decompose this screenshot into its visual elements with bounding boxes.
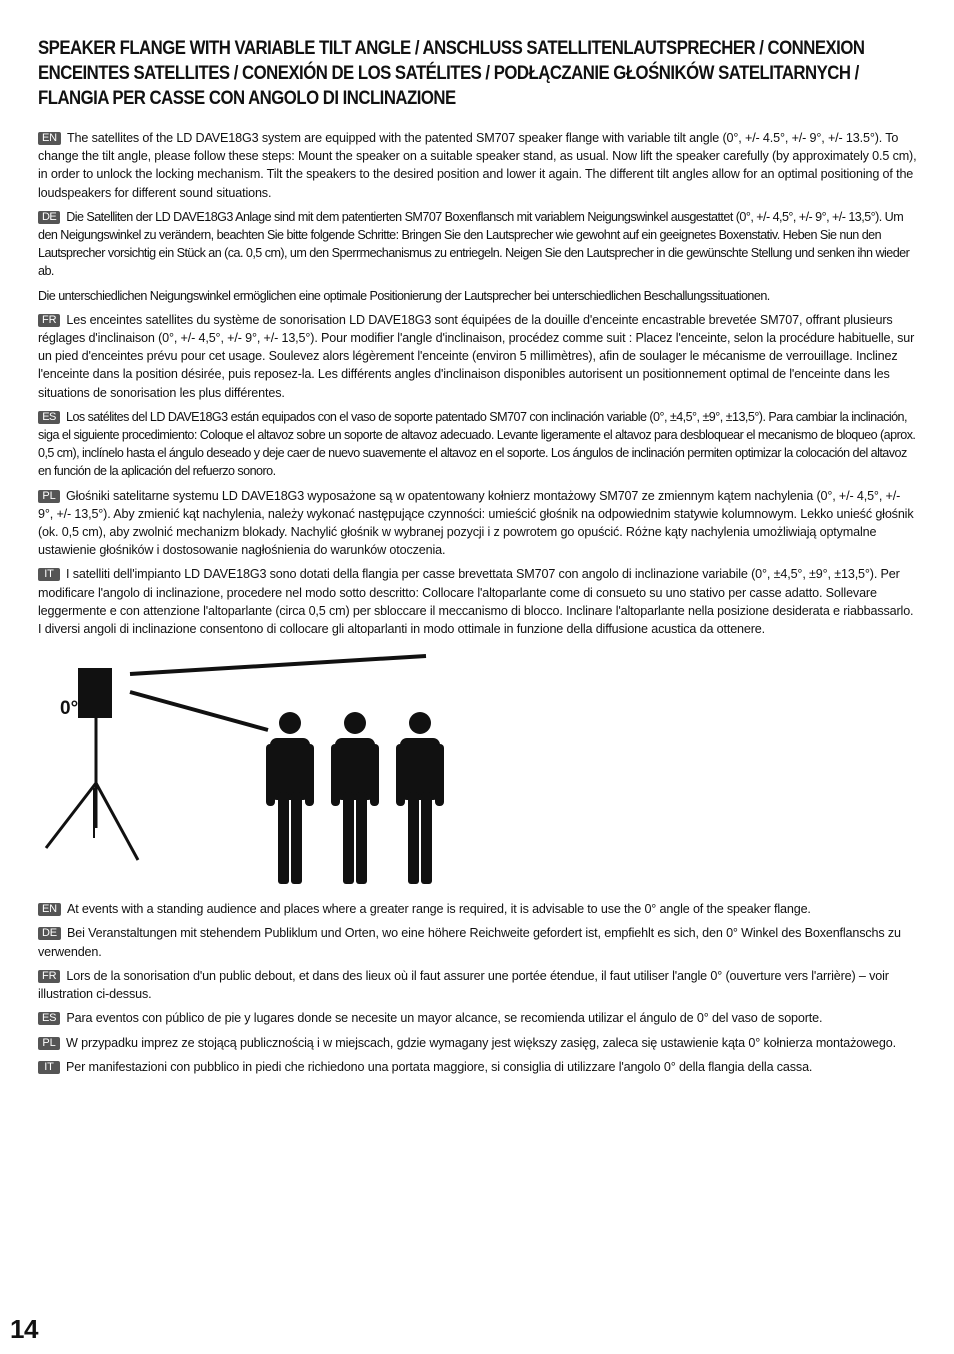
note-de xyxy=(38,924,918,960)
person-icon xyxy=(396,712,444,884)
section-it-text: I satelliti dell'impianto LD DAVE18G3 sono dotati della flangia per casse brevettata SM707 con angolo di inclinazione variabile (0°, ±4,5°, ±9°, ±13,5°). Per modificare l'angolo di inclinazione, procedere nel modo sotto descritto: Collocare l'altoparlante come di consueto su uno stativo per casse adatto. Sollevare leggermente e con attenzione l'altoparlante (circa 0,5 cm) per sbloccare il meccanismo di blocco. Inclinare l'altoparlante nella posizione desiderata e riabbassarlo. I diversi angoli di inclinazione consentono di collocare gli altoparlanti in modo ottimale in funzione della diffusione acustica da ottenere. xyxy=(38,567,914,637)
page-title: SPEAKER FLANGE WITH VARIABLE TILT ANGLE / ANSCHLUSS SATELLITENLAUTSPRECHER / CONNEXION ENCEINTES SATELLITES / CONEXIÓN DE LOS SATÉLITES / PODŁĄCZANIE GŁOŚNIKÓW SATELITARNYCH / FLANGIA PER CASSE CON ANGOLO DI INCLINAZIONE xyxy=(38,37,865,109)
audience-icon xyxy=(266,712,444,884)
section-de xyxy=(38,208,918,281)
lang-tag-en: EN xyxy=(38,132,61,145)
note-fr xyxy=(38,967,918,1003)
lang-tag-de: DE xyxy=(38,927,61,940)
lang-tag-en: EN xyxy=(38,903,61,916)
lower-coverage-line xyxy=(130,692,268,730)
note-pl xyxy=(38,1034,918,1052)
note-es xyxy=(38,1009,918,1027)
section-de-extra: Die unterschiedlichen Neigungswinkel ermöglichen eine optimale Positionierung der Lautsprecher bei unterschiedlichen Beschallungssituationen. xyxy=(38,288,770,303)
note-pl-text: W przypadku imprez ze stojącą publicznością i w miejscach, gdzie wymagany jest większy zasięg, zaleca się ustawienie kąta 0° kołnierza montażowego. xyxy=(66,1035,896,1050)
section-it xyxy=(38,565,918,638)
lang-tag-es: ES xyxy=(38,1012,60,1025)
lang-tag-it: IT xyxy=(38,1061,60,1074)
section-en-text: The satellites of the LD DAVE18G3 system are equipped with the patented SM707 speaker flange with variable tilt angle (0°, +/- 4.5°, +/- 9°, +/- 13.5°). To change the tilt angle, please follow these steps: Mount the speaker on a suitable speaker stand, as usual. Now lift the speaker carefully (by approximately 0.5 cm), in order to unlock the locking mechanism. Tilt the speakers to the desired position and lower it again. The different tilt angles allow for an optimal positioning of the loudspeakers for different sound situations. xyxy=(38,131,917,200)
note-it xyxy=(38,1058,918,1076)
section-de-text: Die Satelliten der LD DAVE18G3 Anlage sind mit dem patentierten SM707 Boxenflansch mit variablem Neigungswinkel ausgestattet (0°, +/- 4,5°, +/- 9°, +/- 13,5°). Um den Neigungswinkel zu verändern, beachten Sie bitte folgende Schritte: Bringen Sie den Lautsprecher wie gewohnt auf ein geeignetes Boxenstativ. Heben Sie nun den Lautsprecher vorsichtig ein Stück an (ca. 0,5 cm), um den Sperrmechanismus zu entriegeln. Neigen Sie den Lautsprecher in die gewünschte Stellung und senken ihn wieder ab. xyxy=(38,209,910,279)
section-fr-text: Les enceintes satellites du système de sonorisation LD DAVE18G3 sont équipées de la douille d'enceinte encastrable brevetée SM707, offrant plusieurs réglages d'inclinaison (0°, +/- 4,5°, +/- 9°, +/- 13,5°). Pour modifier l'angle d'inclinaison, procédez comme suit : Placez l'enceinte, selon la procédure habituelle, sur un pied d'enceintes prévu pour cet usage. Soulevez alors légèrement l'enceinte (environ 5 millimètres), afin de soulager le mécanisme de verrouillage. Inclinez l'enceinte dans la position désirée, puis reposez-la. Les différents angles d'inclinaison disponibles autorisent un positionnement optimal de l'enceinte dans les situations de sonorisation les plus différentes. xyxy=(38,312,915,400)
note-es-text: Para eventos con público de pie y lugares donde se necesite un mayor alcance, se recomienda utilizar el ángulo de 0° del vaso de soporte. xyxy=(66,1011,823,1026)
section-fr xyxy=(38,311,918,402)
lang-tag-it: IT xyxy=(38,568,60,581)
manual-page xyxy=(38,36,918,1082)
note-de-text: Bei Veranstaltungen mit stehendem Publiklum und Orten, wo eine höhere Reichweite gefordert ist, empfiehlt es sich, den 0° Winkel des Boxenflanschs zu verwenden. xyxy=(38,926,901,959)
note-en-text: At events with a standing audience and places where a greater range is required, it is advisable to use the 0° angle of the speaker flange. xyxy=(66,902,811,917)
person-icon xyxy=(331,712,379,884)
note-it-text: Per manifestazioni con pubblico in piedi che richiedono una portata maggiore, si consiglia di utilizzare l'angolo 0° della flangia della cassa. xyxy=(66,1059,813,1074)
page-number: 14 xyxy=(10,1314,38,1344)
section-en xyxy=(38,129,918,202)
angle-label: 0° xyxy=(60,698,79,720)
section-pl-text: Głośniki satelitarne systemu LD DAVE18G3 wyposażone są w opatentowany kołnierz montażowy SM707 ze zmiennym kątem nachylenia (0°, +/- 4,5°, +/- 9°, +/- 13,5°). Aby zmienić kąt nachylenia, należy wykonać następujące czynności: umieścić głośnik na odpowiednim statywie kolumnowym. Lekko unieść głośnik (ok. 0,5 cm), aby zwolnić mechanizm blokady. Nachylić głośnik w wybranej pozycji i z powrotem go opuścić. Różne kąty nachylenia umożliwiają optymalne ustawienie głośników i dostosowanie nagłośnienia do warunków otoczenia. xyxy=(38,488,914,558)
person-icon xyxy=(266,712,314,884)
tilt-angle-illustration xyxy=(38,648,918,888)
section-es-text: Los satélites del LD DAVE18G3 están equipados con el vaso de soporte patentado SM707 con inclinación variable (0°, ±4,5°, ±9°, ±13,5°). Para cambiar la inclinación, siga el siguiente procedimiento: Coloque el altavoz sobre un soporte de altavoz adecuado. Levante ligeramente el altavoz para desbloquear el mecanismo de bloqueo (aprox. 0,5 cm), inclínelo hasta el ángulo deseado y deje caer de nuevo suavemente el altavoz en el soporte. Los ángulos de inclinación permiten optimizar la colocación del altavoz en función de la aplicación del refuerzo sonoro. xyxy=(38,409,916,479)
speaker-on-stand-icon xyxy=(46,668,138,860)
lang-tag-pl: PL xyxy=(38,1037,60,1050)
note-fr-text: Lors de la sonorisation d'un public debout, et dans des lieux où il faut assurer une portée étendue, il faut utiliser l'angle 0° (ouverture vers l'arrière) – voir illustration ci-dessus. xyxy=(38,968,889,1002)
section-es xyxy=(38,408,918,481)
upper-coverage-line xyxy=(130,656,426,674)
speaker-audience-diagram xyxy=(38,648,918,888)
lang-tag-fr: FR xyxy=(38,314,60,327)
lang-tag-fr: FR xyxy=(38,970,60,983)
section-pl xyxy=(38,487,918,560)
notes-section xyxy=(38,900,918,1076)
note-en xyxy=(38,900,918,918)
lang-tag-pl: PL xyxy=(38,490,60,503)
lang-tag-de: DE xyxy=(38,211,60,224)
lang-tag-es: ES xyxy=(38,411,60,424)
